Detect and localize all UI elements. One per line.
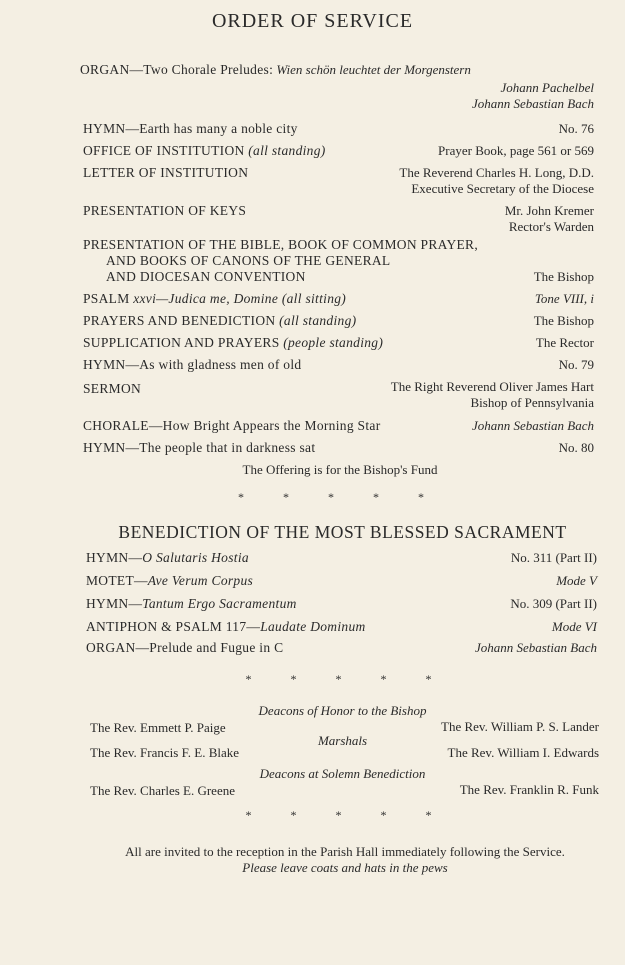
- supplication-officiant: The Rector: [535, 335, 594, 350]
- deacon-paige: The Rev. Emmett P. Paige: [90, 720, 226, 735]
- letter-of-institution: LETTER OF INSTITUTION: [83, 165, 249, 180]
- marshal-edwards: The Rev. William I. Edwards: [447, 745, 599, 760]
- prayers-benediction: PRAYERS AND BENEDICTION (all standing): [83, 313, 357, 328]
- organ-postlude-composer: Johann Sebastian Bach: [474, 640, 597, 655]
- solemn-funk: The Rev. Franklin R. Funk: [459, 782, 599, 797]
- order-title: ORDER OF SERVICE: [211, 10, 414, 32]
- divider-stars-1: * * * * *: [238, 490, 442, 504]
- organ-composer-2: Johann Sebastian Bach: [471, 96, 594, 111]
- sermon-preacher-title: Bishop of Pennsylvania: [470, 395, 594, 410]
- hymn-80-number: No. 80: [558, 440, 594, 455]
- keys-presenter-title: Rector's Warden: [508, 219, 594, 234]
- antiphon-mode: Mode VI: [551, 619, 597, 634]
- prayers-officiant: The Bishop: [533, 313, 594, 328]
- presentation-bible-line-1: PRESENTATION OF THE BIBLE, BOOK OF COMMON PRAYER,: [83, 237, 479, 252]
- presentation-bible-officiant: The Bishop: [533, 269, 594, 284]
- coats-note: Please leave coats and hats in the pews: [242, 860, 448, 875]
- hymn-309-line: HYMN—Tantum Ergo Sacramentum: [86, 596, 297, 611]
- motet-line: MOTET—Ave Verum Corpus: [86, 573, 254, 588]
- hymn-311-number: No. 311 (Part II): [510, 550, 597, 565]
- marshal-blake: The Rev. Francis F. E. Blake: [90, 745, 240, 760]
- office-of-institution: OFFICE OF INSTITUTION (all standing): [83, 143, 326, 158]
- marshals-heading: Marshals: [317, 733, 368, 748]
- presentation-bible-line-3: AND DIOCESAN CONVENTION: [106, 269, 306, 284]
- chorale-label: CHORALE—How Bright Appears the Morning Star: [83, 418, 381, 433]
- hymn-76-number: No. 76: [558, 121, 594, 136]
- psalm-tone: Tone VIII, i: [534, 291, 594, 306]
- divider-stars-3: * * * * *: [245, 808, 450, 822]
- chorale-composer: Johann Sebastian Bach: [471, 418, 594, 433]
- reception-invite: All are invited to the reception in the Parish Hall immediately following the Service.: [125, 844, 565, 859]
- solemn-greene: The Rev. Charles E. Greene: [90, 783, 235, 798]
- presentation-of-keys: PRESENTATION OF KEYS: [83, 203, 247, 218]
- organ-line: [80, 62, 471, 78]
- motet-mode: Mode V: [556, 573, 597, 588]
- deacon-lander: The Rev. William P. S. Lander: [441, 719, 599, 734]
- hymn-309-number: No. 309 (Part II): [510, 596, 597, 611]
- letter-reader: The Reverend Charles H. Long, D.D.: [399, 165, 594, 180]
- benediction-title: BENEDICTION OF THE MOST BLESSED SACRAMENT: [118, 522, 567, 542]
- hymn-79-label: HYMN—As with gladness men of old: [83, 357, 302, 372]
- letter-reader-title: Executive Secretary of the Diocese: [411, 181, 594, 196]
- deacons-heading: Deacons of Honor to the Bishop: [258, 703, 427, 718]
- psalm-line: PSALM xxvi—Judica me, Domine (all sitting): [83, 291, 347, 306]
- divider-stars-2: * * * * *: [245, 672, 450, 686]
- solemn-heading: Deacons at Solemn Benediction: [259, 766, 426, 781]
- organ-piece: Wien schön leuchtet der Morgenstern: [276, 62, 471, 77]
- office-prayer-book: Prayer Book, page 561 or 569: [438, 143, 594, 158]
- keys-presenter: Mr. John Kremer: [504, 203, 594, 218]
- antiphon-line: ANTIPHON & PSALM 117—Laudate Dominum: [86, 619, 366, 634]
- offering-note: The Offering is for the Bishop's Fund: [242, 462, 438, 477]
- hymn-79-number: No. 79: [558, 357, 594, 372]
- hymn-311-line: HYMN—O Salutaris Hostia: [86, 550, 249, 565]
- hymn-80-label: HYMN—The people that in darkness sat: [83, 440, 316, 455]
- presentation-bible-line-2: AND BOOKS OF CANONS OF THE GENERAL: [106, 253, 391, 268]
- organ-label: ORGAN—Two Chorale Preludes:: [80, 62, 274, 77]
- hymn-76-label: HYMN—Earth has many a noble city: [83, 121, 298, 136]
- sermon-label: SERMON: [83, 381, 142, 396]
- supplication-prayers: SUPPLICATION AND PRAYERS (people standing): [83, 335, 384, 350]
- organ-composer-1: Johann Pachelbel: [500, 80, 594, 95]
- sermon-preacher: The Right Reverend Oliver James Hart: [390, 379, 594, 394]
- organ-postlude-line: ORGAN—Prelude and Fugue in C: [86, 640, 284, 655]
